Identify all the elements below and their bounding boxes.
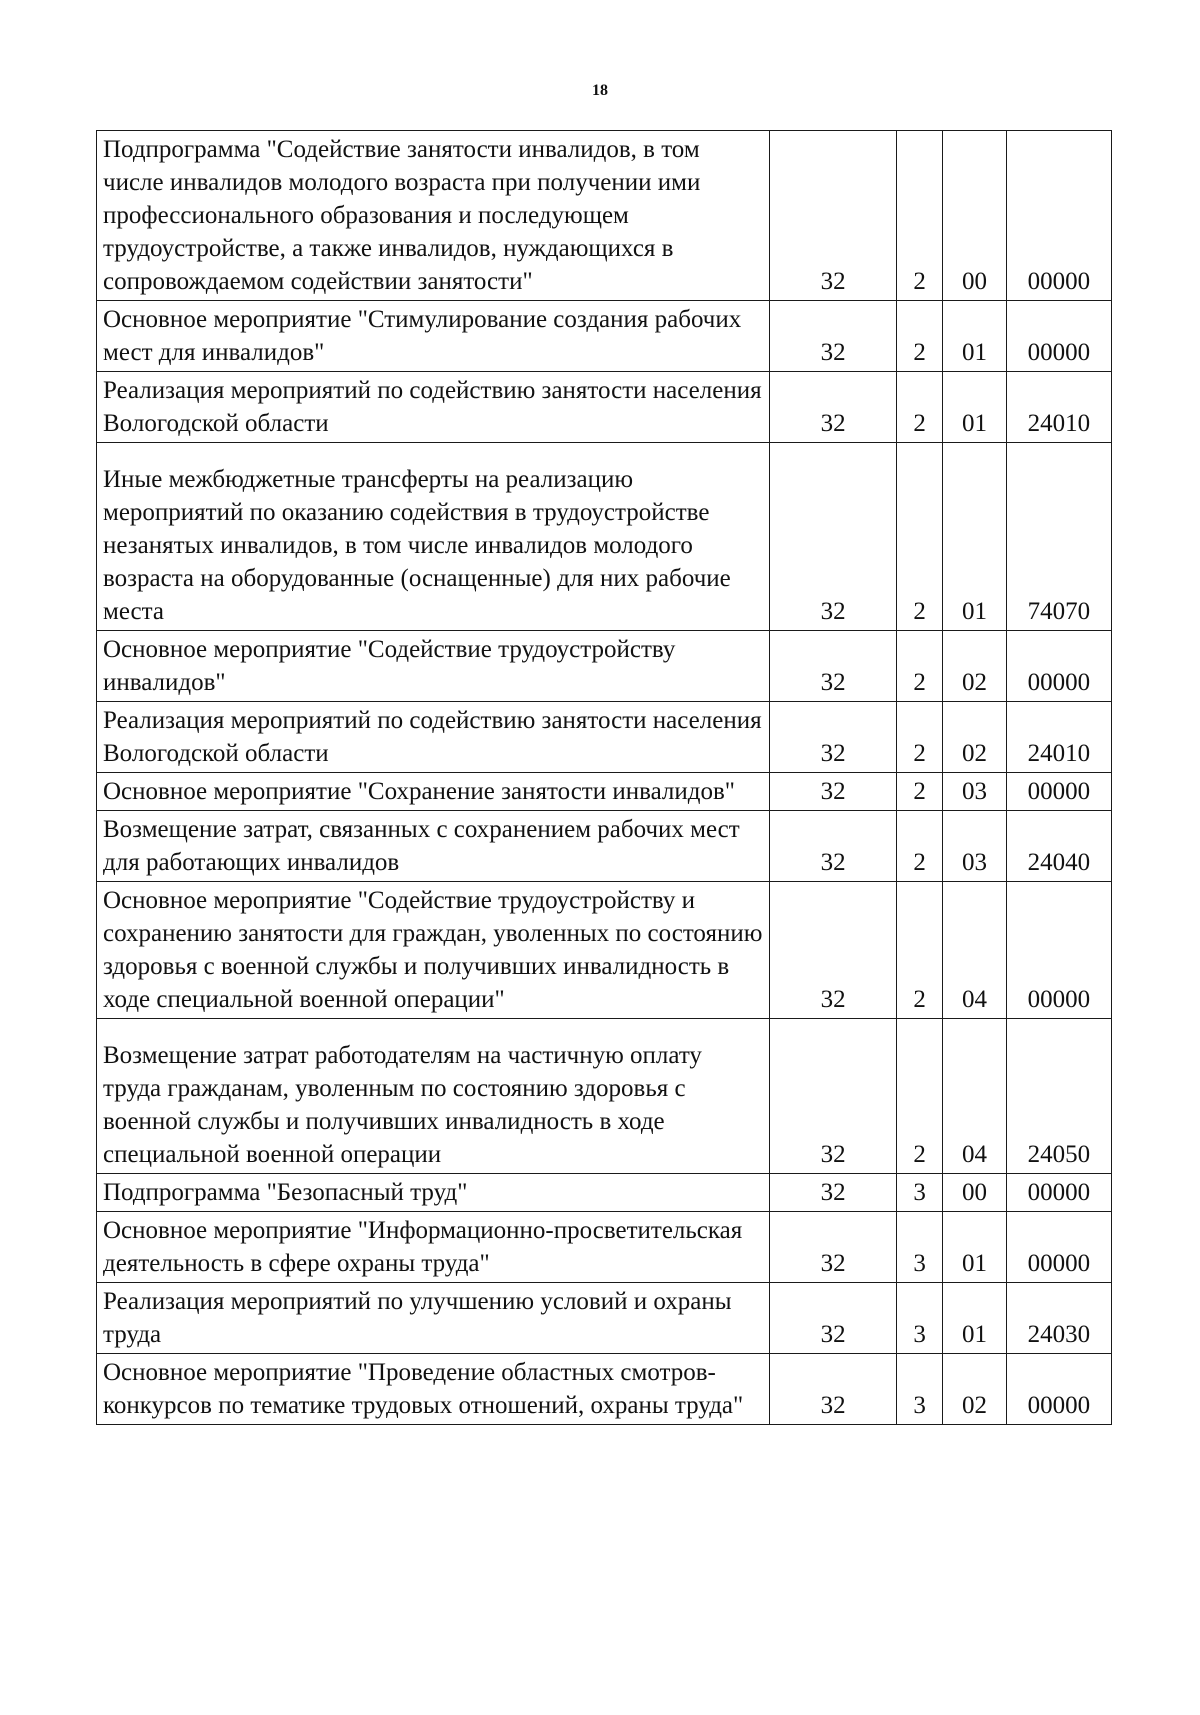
row-description: Основное мероприятие "Проведение областных смотров-конкурсов по тематике трудовых отношений, охраны труда" — [97, 1354, 770, 1425]
code-event: 03 — [943, 811, 1007, 882]
code-program: 32 — [770, 1019, 897, 1174]
row-description: Реализация мероприятий по содействию занятости населения Вологодской области — [97, 372, 770, 443]
row-description: Подпрограмма "Безопасный труд" — [97, 1174, 770, 1212]
code-program: 32 — [770, 773, 897, 811]
code-event: 03 — [943, 773, 1007, 811]
code-event: 00 — [943, 1174, 1007, 1212]
code-event: 01 — [943, 443, 1007, 631]
code-direction: 24050 — [1006, 1019, 1111, 1174]
code-program: 32 — [770, 1174, 897, 1212]
code-event: 01 — [943, 1283, 1007, 1354]
table-row — [97, 443, 1112, 631]
code-subprogram: 3 — [897, 1283, 943, 1354]
row-description: Основное мероприятие "Информационно-просветительская деятельность в сфере охраны труда" — [97, 1212, 770, 1283]
code-program: 32 — [770, 882, 897, 1019]
table-row — [97, 773, 1112, 811]
code-subprogram: 2 — [897, 702, 943, 773]
code-direction: 24030 — [1006, 1283, 1111, 1354]
budget-classification-table — [96, 130, 1112, 1425]
code-event: 04 — [943, 1019, 1007, 1174]
table-row — [97, 301, 1112, 372]
table-row — [97, 372, 1112, 443]
code-event: 02 — [943, 631, 1007, 702]
row-description: Возмещение затрат, связанных с сохранением рабочих мест для работающих инвалидов — [97, 811, 770, 882]
table-row — [97, 702, 1112, 773]
code-program: 32 — [770, 1354, 897, 1425]
code-program: 32 — [770, 443, 897, 631]
row-description: Основное мероприятие "Содействие трудоустройству инвалидов" — [97, 631, 770, 702]
code-direction: 74070 — [1006, 443, 1111, 631]
row-description: Основное мероприятие "Сохранение занятости инвалидов" — [97, 773, 770, 811]
code-direction: 24010 — [1006, 372, 1111, 443]
code-subprogram: 2 — [897, 811, 943, 882]
table-row — [97, 631, 1112, 702]
code-program: 32 — [770, 811, 897, 882]
row-description: Иные межбюджетные трансферты на реализацию мероприятий по оказанию содействия в трудоустройстве незанятых инвалидов, в том числе инвалидов молодого возраста на оборудованные (оснащенные) для них рабочие места — [97, 443, 770, 631]
code-subprogram: 2 — [897, 301, 943, 372]
code-direction: 00000 — [1006, 131, 1111, 301]
row-description: Возмещение затрат работодателям на частичную оплату труда гражданам, уволенным по состоянию здоровья с военной службы и получивших инвалидность в ходе специальной военной операции — [97, 1019, 770, 1174]
code-subprogram: 3 — [897, 1354, 943, 1425]
code-event: 00 — [943, 131, 1007, 301]
code-direction: 00000 — [1006, 631, 1111, 702]
code-subprogram: 2 — [897, 773, 943, 811]
table-row — [97, 1212, 1112, 1283]
code-direction: 00000 — [1006, 882, 1111, 1019]
table-row — [97, 1019, 1112, 1174]
table-row — [97, 811, 1112, 882]
code-direction: 24040 — [1006, 811, 1111, 882]
code-direction: 00000 — [1006, 773, 1111, 811]
row-description: Реализация мероприятий по улучшению условий и охраны труда — [97, 1283, 770, 1354]
code-subprogram: 2 — [897, 1019, 943, 1174]
code-subprogram: 2 — [897, 443, 943, 631]
code-program: 32 — [770, 702, 897, 773]
code-event: 01 — [943, 372, 1007, 443]
table-row — [97, 882, 1112, 1019]
code-program: 32 — [770, 1212, 897, 1283]
page-number: 18 — [592, 82, 608, 99]
table-row — [97, 131, 1112, 301]
table-row — [97, 1174, 1112, 1212]
code-event: 02 — [943, 1354, 1007, 1425]
code-subprogram: 3 — [897, 1174, 943, 1212]
row-description: Реализация мероприятий по содействию занятости населения Вологодской области — [97, 702, 770, 773]
code-event: 01 — [943, 1212, 1007, 1283]
code-subprogram: 2 — [897, 131, 943, 301]
code-subprogram: 2 — [897, 372, 943, 443]
code-event: 02 — [943, 702, 1007, 773]
code-subprogram: 2 — [897, 882, 943, 1019]
code-direction: 00000 — [1006, 1174, 1111, 1212]
code-program: 32 — [770, 631, 897, 702]
row-description: Подпрограмма "Содействие занятости инвалидов, в том числе инвалидов молодого возраста при получении ими профессионального образования и последующем трудоустройстве, а также инвалидов, нуждающихся в сопровождаемом содействии занятости" — [97, 131, 770, 301]
code-program: 32 — [770, 372, 897, 443]
code-event: 04 — [943, 882, 1007, 1019]
code-direction: 00000 — [1006, 301, 1111, 372]
table-row — [97, 1283, 1112, 1354]
code-event: 01 — [943, 301, 1007, 372]
code-program: 32 — [770, 1283, 897, 1354]
code-program: 32 — [770, 131, 897, 301]
row-description: Основное мероприятие "Содействие трудоустройству и сохранению занятости для граждан, уволенных по состоянию здоровья с военной службы и получивших инвалидность в ходе специальной военной операции" — [97, 882, 770, 1019]
code-subprogram: 3 — [897, 1212, 943, 1283]
code-direction: 00000 — [1006, 1212, 1111, 1283]
code-direction: 00000 — [1006, 1354, 1111, 1425]
row-description: Основное мероприятие "Стимулирование создания рабочих мест для инвалидов" — [97, 301, 770, 372]
code-direction: 24010 — [1006, 702, 1111, 773]
code-subprogram: 2 — [897, 631, 943, 702]
code-program: 32 — [770, 301, 897, 372]
table-row — [97, 1354, 1112, 1425]
